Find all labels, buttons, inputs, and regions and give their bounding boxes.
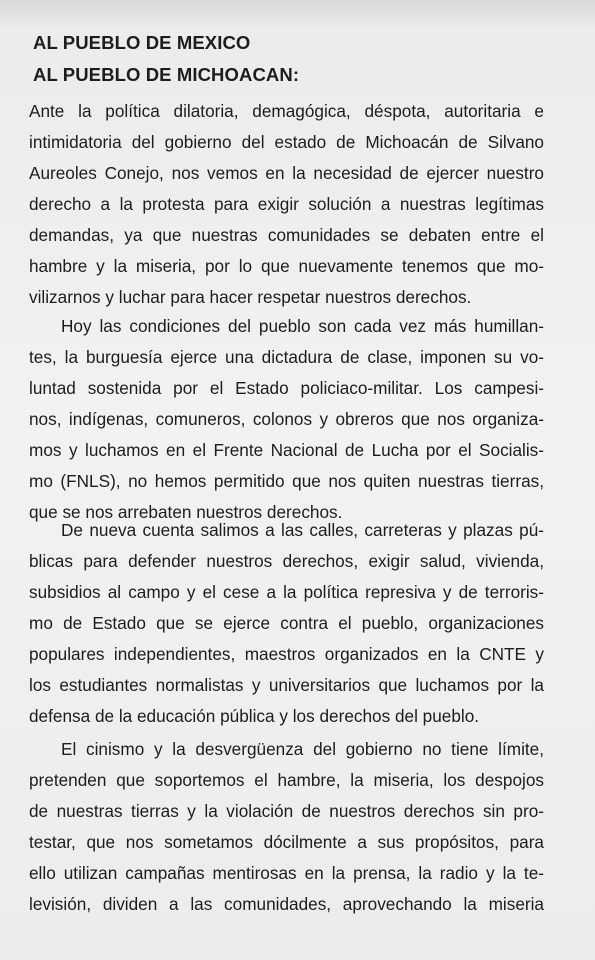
text-line: derecho a la protesta para exigir solución a nuestras legítimas	[29, 194, 544, 214]
text-line: vilizarnos y luchar para hacer respetar nuestros derechos.	[29, 287, 472, 307]
paragraph-1	[29, 96, 544, 313]
text-line: testar, que nos sometamos dócilmente a sus propósitos, para	[29, 832, 544, 852]
text-line: ello utilizan campañas mentirosas en la prensa, la radio y la te-	[29, 863, 544, 883]
text-line: mo de Estado que se ejerce contra el pueblo, organizaciones	[29, 613, 544, 633]
paragraph-2	[29, 311, 544, 528]
heading-mexico: AL PUEBLO DE MEXICO	[33, 32, 251, 53]
paragraph-3	[29, 515, 544, 732]
text-line: nos, indígenas, comuneros, colonos y obreros que nos organiza-	[29, 409, 544, 429]
text-line: demandas, ya que nuestras comunidades se debaten entre el	[29, 225, 544, 245]
text-line: hambre y la miseria, por lo que nuevamente tenemos que mo-	[29, 256, 544, 276]
text-line: luntad sostenida por el Estado policiaco-militar. Los campesi-	[29, 378, 544, 398]
text-line: de nuestras tierras y la violación de nuestros derechos sin pro-	[29, 801, 544, 821]
text-line: De nueva cuenta salimos a las calles, carreteras y plazas pú-	[61, 520, 544, 540]
heading-michoacan: AL PUEBLO DE MICHOACAN:	[33, 64, 300, 85]
text-line: blicas para defender nuestros derechos, exigir salud, vivienda,	[29, 551, 544, 571]
text-line: subsidios al campo y el cese a la política represiva y de terroris-	[29, 582, 544, 602]
text-line: levisión, dividen a las comunidades, aprovechando la miseria	[29, 894, 544, 914]
text-line: mo (FNLS), no hemos permitido que nos quiten nuestras tierras,	[29, 471, 544, 491]
text-line: Ante la política dilatoria, demagógica, déspota, autoritaria e	[29, 101, 544, 121]
paragraph-4	[29, 734, 544, 920]
text-line: Hoy las condiciones del pueblo son cada vez más humillan-	[61, 316, 544, 336]
text-line: pretenden que soportemos el hambre, la miseria, los despojos	[29, 770, 544, 790]
page-shadow	[0, 0, 595, 28]
text-line: que se nos arrebaten nuestros derechos.	[29, 502, 343, 522]
text-line: Aureoles Conejo, nos vemos en la necesidad de ejercer nuestro	[29, 163, 544, 183]
text-line: intimidatoria del gobierno del estado de Michoacán de Silvano	[29, 132, 544, 152]
text-line: los estudiantes normalistas y universitarios que luchamos por la	[29, 675, 544, 695]
text-line: tes, la burguesía ejerce una dictadura de clase, imponen su vo-	[29, 347, 544, 367]
text-line: defensa de la educación pública y los derechos del pueblo.	[29, 706, 480, 726]
text-line: mos y luchamos en el Frente Nacional de Lucha por el Socialis-	[29, 440, 544, 460]
text-line: populares independientes, maestros organizados en la CNTE y	[29, 644, 544, 664]
text-line: El cinismo y la desvergüenza del gobierno no tiene límite,	[61, 739, 544, 759]
